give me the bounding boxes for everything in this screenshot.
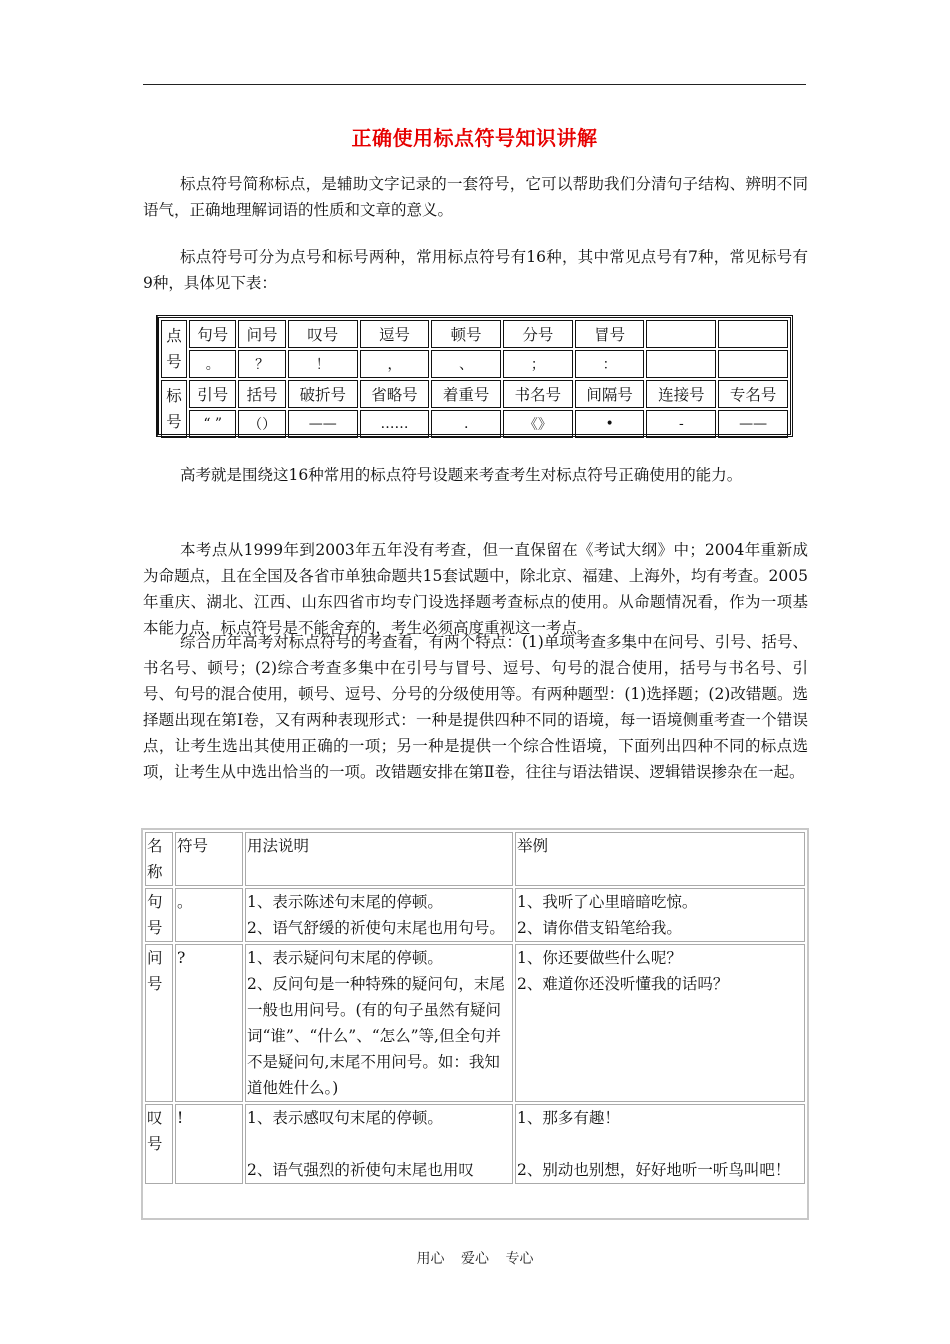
- example-line: 2、别动也别想，好好地听一听鸟叫吧！: [517, 1161, 791, 1179]
- header-name: 名称: [145, 832, 173, 886]
- dian-symbol-cell: 。: [189, 350, 236, 378]
- row-name: 句号: [145, 888, 173, 942]
- punctuation-symbol-table: [156, 315, 793, 437]
- row-name: 问号: [145, 944, 173, 1102]
- dian-symbol-cell: [646, 350, 716, 378]
- table-header-row: [145, 832, 805, 886]
- biao-name-cell: 着重号: [431, 380, 501, 408]
- dian-name-cell: [718, 320, 788, 348]
- example-line: 2、难道你还没听懂我的话吗？: [517, 975, 729, 993]
- row-symbol: 。: [175, 888, 243, 942]
- biao-name-cell: 引号: [189, 380, 236, 408]
- biao-name-cell: 书名号: [503, 380, 573, 408]
- table-row: [145, 888, 805, 942]
- paragraph-categories: 标点符号可分为点号和标号两种，常用标点符号有16种，其中常见点号有7种，常见标号有9种，具体见下表：: [143, 248, 808, 292]
- header-symbol: 符号: [175, 832, 243, 886]
- biao-symbol-cell: ——: [718, 410, 788, 438]
- table-row: [145, 944, 805, 1102]
- usage-table: [141, 828, 809, 1220]
- usage-line: 2、语气舒缓的祈使句末尾也用句号。: [247, 919, 505, 937]
- row-usage: [245, 944, 513, 1102]
- row-name: 叹号: [145, 1104, 173, 1184]
- page-title: 正确使用标点符号知识讲解: [351, 126, 598, 150]
- example-line: 1、我听了心里暗暗吃惊。: [517, 893, 698, 911]
- row-usage: [245, 888, 513, 942]
- biao-label-1: 标: [166, 387, 182, 405]
- biao-symbol-cell: ……: [360, 410, 430, 438]
- paragraph-features: 综合历年高考对标点符号的考查看，有两个特点：(1)单项考查多集中在问号、引号、括号、书名号、顿号；(2)综合考查多集中在引号与冒号、逗号、句号的混合使用，括号与书名号、引号、句号的混合使用，顿号、逗号、分号的分级使用等。有两种题型：(1)选择题；(2)改错题。选择题出现在第Ⅰ卷，又有两种表现形式：一种是提供四种不同的语境，每一语境侧重考查一个错误点，让考生选出其使用正确的一项；另一种是提供一个综合性语境，下面列出四种不同的标点选项，让考生从中选出恰当的一项。改错题安排在第Ⅱ卷，往往与语法错误、逻辑错误掺杂在一起。: [143, 633, 808, 781]
- biao-label-cell: [161, 380, 187, 438]
- usage-line: 1、表示疑问句末尾的停顿。: [247, 949, 443, 967]
- footer-text-1: 用心: [416, 1251, 445, 1267]
- usage-line: 2、语气强烈的祈使句末尾也用叹: [247, 1161, 474, 1179]
- biao-symbol-cell: -: [646, 410, 716, 438]
- biao-symbol-cell: •: [575, 410, 645, 438]
- header-usage: 用法说明: [245, 832, 513, 886]
- dian-name-cell: 分号: [503, 320, 573, 348]
- dian-symbol-cell: [718, 350, 788, 378]
- page-footer: [0, 1248, 950, 1268]
- table-row: [161, 320, 788, 348]
- dian-label-cell: [161, 320, 187, 378]
- table-row: [161, 380, 788, 408]
- dian-label-2: 号: [166, 353, 182, 371]
- biao-name-cell: 专名号: [718, 380, 788, 408]
- dian-symbol-cell: ？: [238, 350, 285, 378]
- dian-symbol-cell: 、: [431, 350, 501, 378]
- dian-name-cell: [646, 320, 716, 348]
- dian-name-cell: 句号: [189, 320, 236, 348]
- table-row: [161, 410, 788, 438]
- table-row: [145, 1104, 805, 1184]
- dian-symbol-cell: ，: [360, 350, 430, 378]
- row-examples: [515, 944, 805, 1102]
- paragraph-gaokao: 高考就是围绕这16种常用的标点符号设题来考查考生对标点符号正确使用的能力。: [180, 466, 743, 484]
- biao-symbol-cell: ——: [288, 410, 358, 438]
- dian-symbol-cell: ！: [288, 350, 358, 378]
- footer-text-3: 专心: [505, 1251, 534, 1267]
- footer-text-2: 爱心: [461, 1251, 489, 1267]
- example-line: 1、你还要做些什么呢？: [517, 949, 682, 967]
- dian-symbol-cell: ；: [503, 350, 573, 378]
- biao-symbol-cell: 《》: [503, 410, 573, 438]
- row-examples: [515, 1104, 805, 1184]
- row-usage: [245, 1104, 513, 1184]
- header-rule: [143, 84, 806, 85]
- biao-name-cell: 括号: [238, 380, 285, 408]
- biao-label-2: 号: [166, 413, 182, 431]
- dian-name-cell: 顿号: [431, 320, 501, 348]
- biao-name-cell: 省略号: [360, 380, 430, 408]
- biao-name-cell: 间隔号: [575, 380, 645, 408]
- usage-line: 2、反问句是一种特殊的疑问句，末尾一般也用问号。(有的句子虽然有疑问词“谁”、“什么”、“怎么”等,但全句并不是疑问句,末尾不用问号。如：我知道他姓什么。): [247, 975, 505, 1097]
- biao-symbol-cell: “ ”: [189, 410, 236, 438]
- usage-line: 1、表示陈述句末尾的停顿。: [247, 893, 443, 911]
- dian-name-cell: 叹号: [288, 320, 358, 348]
- row-symbol: !: [175, 1104, 243, 1184]
- biao-name-cell: 连接号: [646, 380, 716, 408]
- dian-name-cell: 逗号: [360, 320, 430, 348]
- dian-name-cell: 问号: [238, 320, 285, 348]
- paragraph-intro: 标点符号简称标点，是辅助文字记录的一套符号，它可以帮助我们分清句子结构、辨明不同语气，正确地理解词语的性质和文章的意义。: [143, 175, 808, 219]
- dian-symbol-cell: ：: [575, 350, 645, 378]
- dian-name-cell: 冒号: [575, 320, 645, 348]
- example-line: 1、那多有趣！: [517, 1109, 620, 1127]
- row-examples: [515, 888, 805, 942]
- biao-symbol-cell: .: [431, 410, 501, 438]
- header-example: 举例: [515, 832, 805, 886]
- row-symbol: ?: [175, 944, 243, 1102]
- example-line: 2、请你借支铅笔给我。: [517, 919, 682, 937]
- dian-label-1: 点: [166, 327, 182, 345]
- usage-line: 1、表示感叹句末尾的停顿。: [247, 1109, 443, 1127]
- paragraph-history: 本考点从1999年到2003年五年没有考查，但一直保留在《考试大纲》中；2004年重新成为命题点，且在全国及各省市单独命题共15套试题中，除北京、福建、上海外，均有考查。2005年重庆、湖北、江西、山东四省市均专门设选择题考查标点的使用。从命题情况看，作为一项基本能力点，标点符号是不能舍弃的，考生必须高度重视这一考点。: [143, 541, 808, 637]
- biao-symbol-cell: （）: [238, 410, 285, 438]
- table-row: [161, 350, 788, 378]
- biao-name-cell: 破折号: [288, 380, 358, 408]
